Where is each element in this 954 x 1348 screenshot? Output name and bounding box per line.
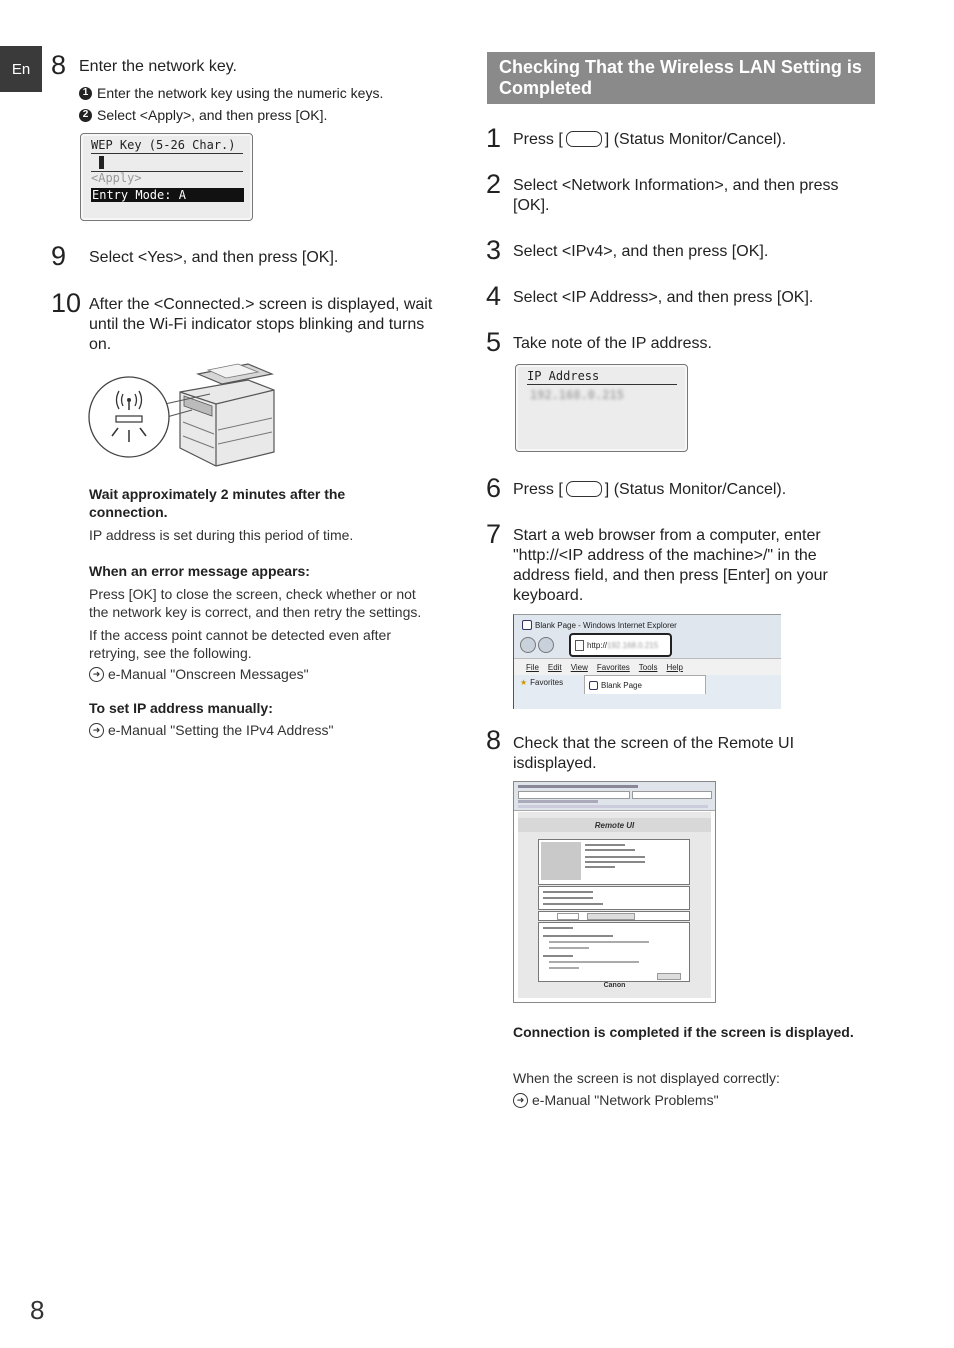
remote-ui-browser-chrome bbox=[514, 782, 715, 811]
step-r2-number: 2 bbox=[486, 169, 502, 199]
wait-heading: Wait approximately 2 minutes after the connection. bbox=[89, 486, 346, 520]
status-monitor-button-icon bbox=[566, 481, 602, 497]
browser-title: Blank Page - Windows Internet Explorer bbox=[522, 620, 677, 630]
step-r3-text: Select <IPv4>, and then press [OK]. bbox=[513, 243, 769, 260]
ie-icon bbox=[522, 620, 532, 630]
language-tab: En bbox=[0, 46, 42, 92]
lcd-ip-value: 192.168.0.215 bbox=[530, 388, 624, 402]
onscreen-messages-ref[interactable] bbox=[89, 665, 309, 683]
wait-body: IP address is set during this period of time. bbox=[89, 527, 354, 543]
step-r5-text: Take note of the IP address. bbox=[513, 335, 712, 352]
step-9-number: 9 bbox=[51, 241, 67, 271]
menu-tools[interactable]: Tools bbox=[638, 662, 658, 672]
step-r1-text bbox=[513, 130, 786, 150]
back-button[interactable] bbox=[520, 637, 536, 653]
step-r2-text: Select <Network Information>, and then press [OK]. bbox=[513, 177, 839, 214]
lcd-ip-title: IP Address bbox=[527, 369, 677, 385]
browser-screenshot bbox=[513, 614, 781, 709]
step-r7-number: 7 bbox=[486, 519, 502, 549]
address-prefix: http:// bbox=[587, 640, 608, 650]
ip-manual-heading: To set IP address manually: bbox=[89, 700, 273, 716]
ip-address-lcd bbox=[515, 364, 688, 452]
login-box bbox=[538, 922, 690, 982]
language-box bbox=[538, 911, 690, 921]
ipv4-address-ref-text: e-Manual "Setting the IPv4 Address" bbox=[108, 722, 334, 738]
step-r1-number: 1 bbox=[486, 123, 502, 153]
circled-number-2: 2 bbox=[79, 109, 92, 122]
menu-favorites[interactable]: Favorites bbox=[596, 662, 630, 672]
remote-ui-logo: Remote UI bbox=[518, 818, 711, 832]
wep-key-lcd bbox=[80, 133, 253, 221]
lcd-apply: <Apply> bbox=[91, 171, 142, 185]
menu-help[interactable]: Help bbox=[666, 662, 683, 672]
arrow-right-icon: ➜ bbox=[89, 667, 104, 682]
step-r6-post: ] (Status Monitor/Cancel). bbox=[604, 481, 787, 498]
step-r6-number: 6 bbox=[486, 473, 502, 503]
network-problems-ref[interactable] bbox=[513, 1091, 719, 1109]
canon-brand: Canon bbox=[603, 982, 626, 989]
connection-completed-text: Connection is completed if the screen is displayed. bbox=[513, 1024, 854, 1040]
error-heading: When an error message appears: bbox=[89, 563, 310, 579]
menu-view[interactable]: View bbox=[570, 662, 588, 672]
ipv4-address-ref[interactable] bbox=[89, 721, 334, 739]
step-r1-pre: Press [ bbox=[513, 131, 563, 148]
remote-ui-screenshot bbox=[513, 781, 716, 1003]
step-r8-number: 8 bbox=[486, 725, 502, 755]
step-r8-text: Check that the screen of the Remote UI isdisplayed. bbox=[513, 735, 795, 772]
step-r6-pre: Press [ bbox=[513, 481, 563, 498]
step-r1-post: ] (Status Monitor/Cancel). bbox=[604, 131, 787, 148]
circled-number-1: 1 bbox=[79, 87, 92, 100]
status-box bbox=[538, 886, 690, 910]
favorites-button[interactable]: ★ Favorites bbox=[520, 678, 564, 687]
step-8-number: 8 bbox=[51, 50, 67, 80]
step-10-number: 10 bbox=[51, 288, 82, 318]
page-number: 8 bbox=[30, 1295, 45, 1325]
ie-icon bbox=[589, 681, 598, 690]
error-body-1: Press [OK] to close the screen, check whether or not the network key is correct, and then retry the settings. bbox=[89, 586, 422, 620]
arrow-right-icon: ➜ bbox=[513, 1093, 528, 1108]
step-r4-number: 4 bbox=[486, 281, 502, 311]
lcd-wep-title: WEP Key (5-26 Char.) bbox=[91, 138, 243, 154]
blank-page-tab[interactable]: Blank Page bbox=[584, 675, 706, 694]
page-icon bbox=[575, 640, 584, 651]
lcd-cursor bbox=[99, 156, 104, 169]
address-blurred: 192.168.0.215 bbox=[607, 640, 659, 650]
step-9-text: Select <Yes>, and then press [OK]. bbox=[89, 249, 339, 266]
step-r4-text: Select <IP Address>, and then press [OK]. bbox=[513, 289, 814, 306]
step-r5-number: 5 bbox=[486, 327, 502, 357]
not-displayed-text: When the screen is not displayed correctly: bbox=[513, 1070, 780, 1086]
step-10-text: After the <Connected.> screen is displayed, wait until the Wi-Fi indicator stops blinking and turns on. bbox=[89, 296, 433, 353]
arrow-right-icon: ➜ bbox=[89, 723, 104, 738]
step-r3-number: 3 bbox=[486, 235, 502, 265]
printer-wifi-illustration bbox=[88, 360, 278, 468]
network-problems-ref-text: e-Manual "Network Problems" bbox=[532, 1092, 719, 1108]
favorites-bar bbox=[514, 675, 781, 709]
section-title: Checking That the Wireless LAN Setting is Completed bbox=[487, 52, 875, 104]
menu-file[interactable]: File bbox=[526, 662, 539, 672]
menu-edit[interactable]: Edit bbox=[547, 662, 562, 672]
step-8-sub-2 bbox=[79, 106, 327, 124]
status-monitor-button-icon bbox=[566, 131, 602, 147]
address-bar[interactable] bbox=[569, 633, 672, 657]
menu-bar bbox=[514, 658, 781, 676]
star-icon: ★ bbox=[520, 678, 528, 687]
onscreen-messages-ref-text: e-Manual "Onscreen Messages" bbox=[108, 666, 309, 682]
device-info-box bbox=[538, 839, 690, 885]
forward-button[interactable] bbox=[538, 637, 554, 653]
step-r7-text: Start a web browser from a computer, enter "http://<IP address of the machine>/" in the address field, and then press [Enter] on your keyboard. bbox=[513, 527, 828, 604]
step-8-title: Enter the network key. bbox=[79, 58, 237, 75]
step-r6-text bbox=[513, 480, 786, 500]
error-body-2: If the access point cannot be detected even after retrying, see the following. bbox=[89, 627, 391, 661]
step-8-sub-1-text: Enter the network key using the numeric keys. bbox=[97, 85, 384, 101]
step-8-sub-2-text: Select <Apply>, and then press [OK]. bbox=[97, 107, 328, 123]
remote-ui-page bbox=[518, 812, 711, 998]
lcd-entry-mode: Entry Mode: A bbox=[91, 188, 244, 202]
step-8-sub-1 bbox=[79, 84, 383, 102]
